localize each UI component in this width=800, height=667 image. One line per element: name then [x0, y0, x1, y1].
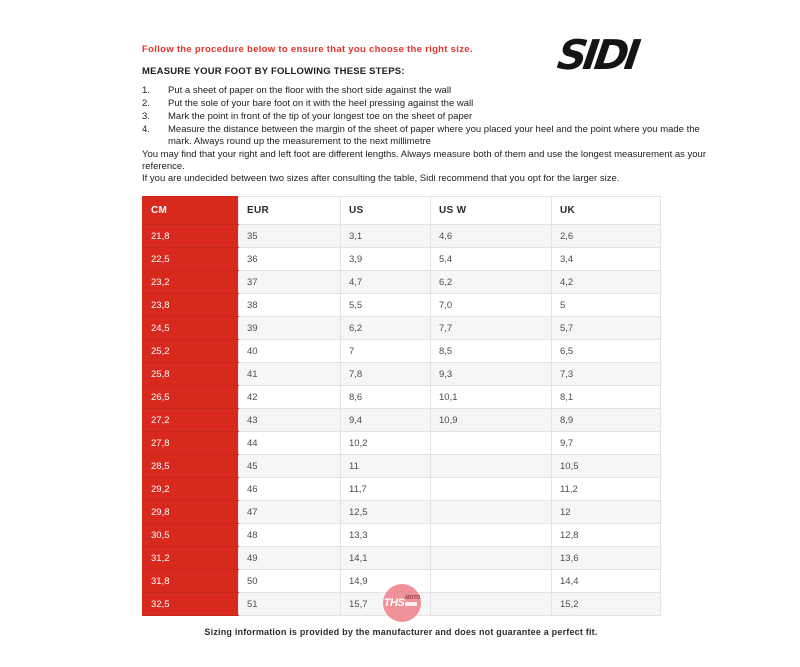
step-item [142, 85, 707, 97]
size-cell: 38 [239, 294, 341, 317]
column-header-cm: CM [143, 197, 239, 225]
size-cell: 50 [239, 570, 341, 593]
table-row [143, 317, 661, 340]
size-cell: 12,5 [341, 501, 431, 524]
size-cell [431, 570, 552, 593]
size-cell: 4,7 [341, 271, 431, 294]
size-chart [142, 196, 660, 616]
cm-cell: 25,2 [143, 340, 239, 363]
cm-cell: 21,8 [143, 225, 239, 248]
size-cell: 5 [552, 294, 661, 317]
size-cell [431, 593, 552, 616]
watermark-bar [405, 602, 417, 606]
size-cell [431, 455, 552, 478]
size-cell: 15,2 [552, 593, 661, 616]
size-cell: 39 [239, 317, 341, 340]
size-table-header-row [143, 197, 661, 225]
cm-cell: 27,2 [143, 409, 239, 432]
size-cell: 13,3 [341, 524, 431, 547]
table-row [143, 455, 661, 478]
note-paragraph: If you are undecided between two sizes after consulting the table, Sidi recommend that you opt for the larger size. [142, 172, 620, 184]
size-cell: 12 [552, 501, 661, 524]
table-row [143, 363, 661, 386]
table-row [143, 478, 661, 501]
cm-cell: 32,5 [143, 593, 239, 616]
table-row [143, 547, 661, 570]
size-cell: 48 [239, 524, 341, 547]
column-header-uk: UK [552, 197, 661, 225]
size-cell: 14,1 [341, 547, 431, 570]
size-cell: 3,1 [341, 225, 431, 248]
size-cell: 41 [239, 363, 341, 386]
size-cell: 13,6 [552, 547, 661, 570]
size-cell: 42 [239, 386, 341, 409]
footer-disclaimer: Sizing information is provided by the manufacturer and does not guarantee a perfect fit. [204, 627, 598, 637]
size-cell: 14,9 [341, 570, 431, 593]
size-table-body [143, 225, 661, 616]
sidi-logo: SIDI [554, 30, 640, 79]
step-item [142, 111, 707, 123]
watermark-moto-block [405, 596, 420, 606]
size-cell: 11,7 [341, 478, 431, 501]
size-cell: 2,6 [552, 225, 661, 248]
notes-block [142, 149, 728, 185]
size-cell: 12,8 [552, 524, 661, 547]
table-row [143, 501, 661, 524]
size-cell: 14,4 [552, 570, 661, 593]
step-item [142, 124, 707, 147]
table-row [143, 409, 661, 432]
size-cell [431, 524, 552, 547]
size-cell: 37 [239, 271, 341, 294]
size-cell: 6,5 [552, 340, 661, 363]
size-table [142, 196, 661, 616]
cm-cell: 25,8 [143, 363, 239, 386]
size-cell [431, 547, 552, 570]
size-cell: 44 [239, 432, 341, 455]
table-row [143, 340, 661, 363]
cm-cell: 27,8 [143, 432, 239, 455]
steps-list [142, 85, 707, 149]
cm-cell: 31,2 [143, 547, 239, 570]
size-cell: 8,1 [552, 386, 661, 409]
cm-cell: 23,2 [143, 271, 239, 294]
step-text: Put the sole of your bare foot on it with the heel pressing against the wall [168, 98, 474, 109]
table-row [143, 271, 661, 294]
size-cell: 8,6 [341, 386, 431, 409]
size-cell: 7,8 [341, 363, 431, 386]
size-cell: 7,3 [552, 363, 661, 386]
size-cell: 46 [239, 478, 341, 501]
size-cell [431, 501, 552, 524]
table-row [143, 386, 661, 409]
cm-cell: 29,2 [143, 478, 239, 501]
cm-cell: 24,5 [143, 317, 239, 340]
table-row [143, 294, 661, 317]
size-cell: 11,2 [552, 478, 661, 501]
size-cell: 10,5 [552, 455, 661, 478]
size-cell: 3,4 [552, 248, 661, 271]
column-header-us: US [341, 197, 431, 225]
size-cell: 8,5 [431, 340, 552, 363]
size-cell: 47 [239, 501, 341, 524]
cm-cell: 28,5 [143, 455, 239, 478]
size-cell: 5,4 [431, 248, 552, 271]
step-text: Put a sheet of paper on the floor with the short side against the wall [168, 85, 452, 96]
size-cell: 5,7 [552, 317, 661, 340]
size-cell: 35 [239, 225, 341, 248]
table-row [143, 225, 661, 248]
step-number: 2. [142, 98, 150, 109]
size-cell: 10,2 [341, 432, 431, 455]
cm-cell: 23,8 [143, 294, 239, 317]
size-cell: 5,5 [341, 294, 431, 317]
size-cell: 7,0 [431, 294, 552, 317]
size-cell: 9,7 [552, 432, 661, 455]
size-cell: 45 [239, 455, 341, 478]
size-cell: 49 [239, 547, 341, 570]
intro-warning-text: Follow the procedure below to ensure that you choose the right size. [142, 44, 473, 55]
cm-cell: 29,8 [143, 501, 239, 524]
steps-heading: MEASURE YOUR FOOT BY FOLLOWING THESE STEPS: [142, 66, 405, 77]
step-item [142, 98, 707, 110]
ths-moto-watermark [383, 584, 421, 622]
size-cell: 7,7 [431, 317, 552, 340]
size-cell [431, 478, 552, 501]
cm-cell: 26,5 [143, 386, 239, 409]
table-row [143, 248, 661, 271]
size-cell: 11 [341, 455, 431, 478]
note-paragraph: You may find that your right and left foot are different lengths. Always measure both of them and use the longest measurement as your reference. [142, 149, 706, 172]
size-cell: 40 [239, 340, 341, 363]
table-row [143, 432, 661, 455]
size-cell: 4,2 [552, 271, 661, 294]
step-number: 4. [142, 124, 150, 135]
size-cell: 43 [239, 409, 341, 432]
size-cell [431, 432, 552, 455]
size-cell: 7 [341, 340, 431, 363]
size-cell: 51 [239, 593, 341, 616]
size-cell: 6,2 [431, 271, 552, 294]
size-cell: 15,7 [341, 593, 431, 616]
column-header-eur: EUR [239, 197, 341, 225]
cm-cell: 22,5 [143, 248, 239, 271]
size-cell: 36 [239, 248, 341, 271]
size-cell: 6,2 [341, 317, 431, 340]
size-cell: 9,4 [341, 409, 431, 432]
cm-cell: 31,8 [143, 570, 239, 593]
step-number: 3. [142, 111, 150, 122]
size-cell: 8,9 [552, 409, 661, 432]
watermark-ths-text: THS [383, 596, 405, 609]
column-header-us-w: US W [431, 197, 552, 225]
size-cell: 10,1 [431, 386, 552, 409]
step-text: Mark the point in front of the tip of your longest toe on the sheet of paper [168, 111, 473, 122]
cm-cell: 30,5 [143, 524, 239, 547]
table-row [143, 524, 661, 547]
step-number: 1. [142, 85, 150, 96]
size-cell: 10,9 [431, 409, 552, 432]
size-cell: 3,9 [341, 248, 431, 271]
watermark-moto-text: MOTO [405, 595, 421, 602]
step-text: Measure the distance between the margin of the sheet of paper where you placed your heel and the point where you made the mark. Always round up the measurement to the next millimetre [168, 124, 700, 147]
size-cell: 4,6 [431, 225, 552, 248]
size-cell: 9,3 [431, 363, 552, 386]
